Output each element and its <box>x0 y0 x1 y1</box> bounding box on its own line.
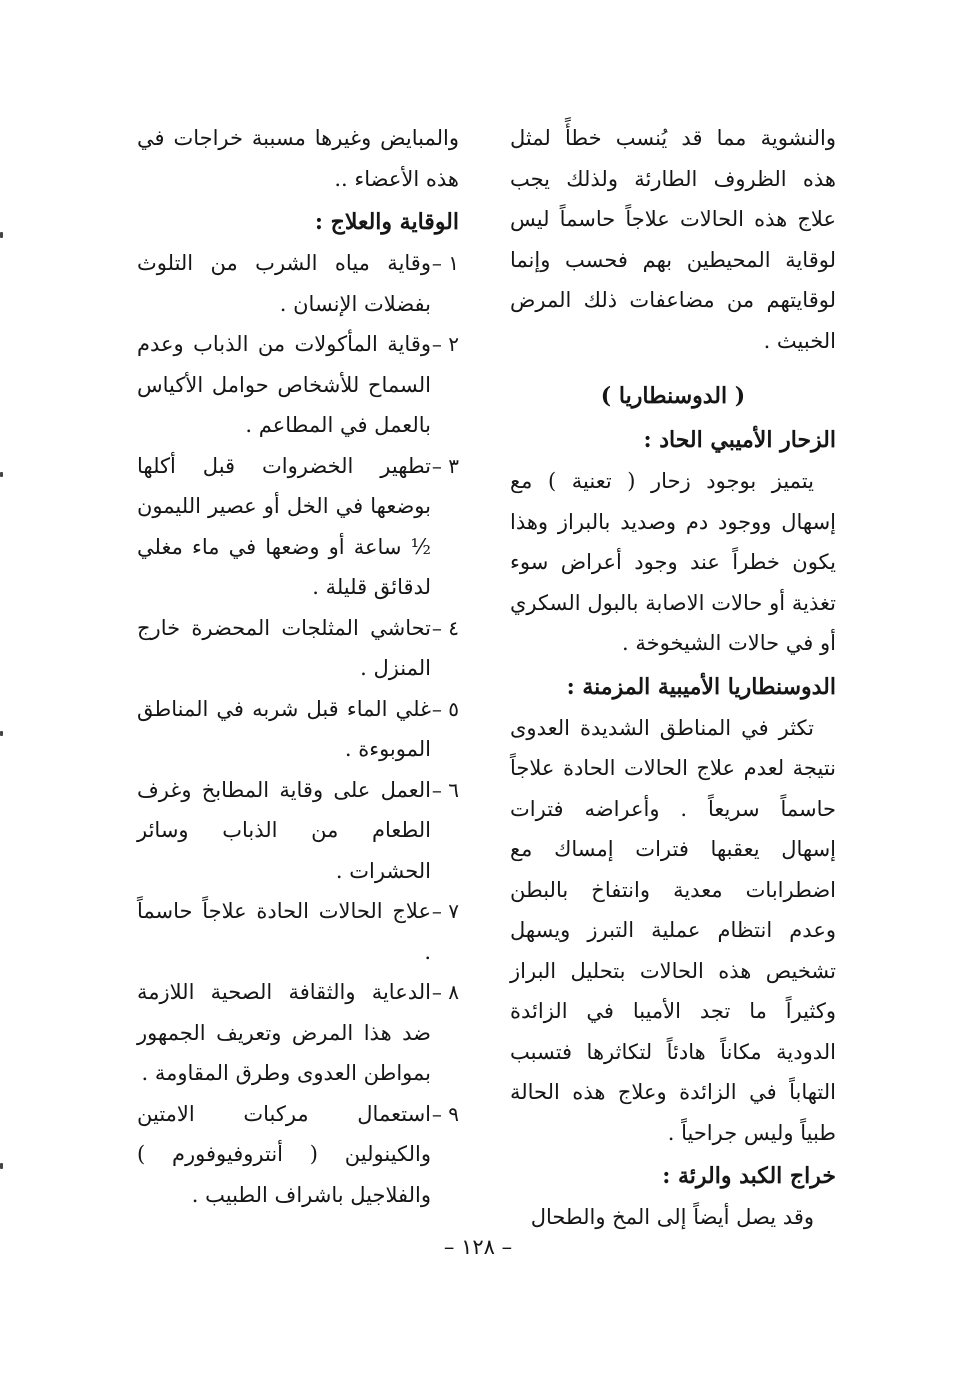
liver-lung-abscess-paragraph: وقد يصل أيضاً إلى المخ والطحال <box>530 1205 814 1229</box>
prevention-item <box>137 608 459 689</box>
right-text-column <box>510 118 836 1238</box>
scan-edge-mark <box>0 232 3 238</box>
dysentery-section-title: ( الدوسنطاريا ) <box>600 383 746 409</box>
item-number: ٦ – <box>431 777 459 802</box>
item-text: استعمال مركبات الامتين والكينولين ( أنتروفيوفورم ) والفلاجيل باشراف الطبيب . <box>137 1101 431 1207</box>
item-text: تطهير الخضروات قبل أكلها بوضعها في الخل أو عصير الليمون ½ ساعة أو وضعها في ماء مغلي لدقائق قليلة . <box>137 453 431 599</box>
item-text: تحاشي المثلجات المحضرة خارج المنزل . <box>137 615 431 680</box>
item-number: ٨ – <box>431 980 459 1004</box>
liver-lung-abscess-heading: خراج الكبد والرئة : <box>662 1163 836 1189</box>
item-number: ٩ – <box>431 1101 459 1126</box>
item-text: العمل على وقاية المطابخ وغرف الطعام من الذباب وسائر الحشرات . <box>137 777 431 883</box>
scan-edge-mark <box>0 1163 3 1169</box>
scan-edge-mark <box>0 472 3 477</box>
prevention-item <box>137 891 459 972</box>
acute-amoebic-paragraph: يتميز بوجود زحار ( تعنية ) مع إسهال ووجود دم وصديد بالبراز وهذا يكون خطراً عند وجود أعراض سوء تغذية أو حالات الاصابة بالبول السكري أو في حالات الشيخوخة . <box>510 469 836 655</box>
item-number: ٥ – <box>431 696 459 721</box>
page-number: – ١٢٨ – <box>443 1235 513 1259</box>
prevention-treatment-heading: الوقاية والعلاج : <box>314 209 459 235</box>
intro-paragraph: والنشوية مما قد يُنسب خطأً لمثل هذه الظروف الطارئة ولذلك يجب علاج هذه الحالات علاجاً حاسماً ليس لوقاية المحيطين بهم فحسب وإنما لوقايتهم من مضاعفات ذلك المرض الخبيث . <box>510 126 836 353</box>
prevention-item <box>137 446 459 608</box>
item-text: وقاية مياه الشرب من التلوث بفضلات الإنسان . <box>137 251 431 316</box>
item-text: غلي الماء قبل شربه في المناطق الموبوءة . <box>137 696 431 761</box>
continuation-paragraph: والمبايض وغيرها مسببة خراجات في هذه الأعضاء .. <box>137 126 459 191</box>
item-text: الدعاية والثقافة الصحية اللازمة ضد هذا المرض وتعريف الجمهور بمواطن العدوى وطرق المقاومة . <box>137 980 431 1085</box>
chronic-amoebic-heading: الدوسنطاريا الأميبية المزمنة : <box>566 673 836 700</box>
item-number: ١ – <box>431 251 459 275</box>
item-number: ٤ – <box>431 615 459 640</box>
prevention-item <box>137 770 459 892</box>
item-text: علاج الحالات الحادة علاجاً حاسماً . <box>137 899 431 964</box>
chronic-amoebic-paragraph: تكثر في المناطق الشديدة العدوى نتيجة لعدم علاج الحالات الحادة علاجاً حاسماً سريعاً . وأعراضه فترات إسهال يعقبها فترات إمساك مع اضطرابات معدية وانتفاخ بالبطن وعدم انتظام عملية التبرز ويسهل تشخيص هذه الحالات بتحليل البراز وكثيراً ما تجد الأميبا في الزائدة الدودية مكاناً هادئاً لتكاثرها فتسبب التهاباً في الزائدة وعلاج هذه الحالة طبياً وليس جراحياً . <box>510 715 836 1145</box>
prevention-item <box>137 689 459 770</box>
prevention-item <box>137 1094 459 1216</box>
item-number: ٢ – <box>431 332 459 356</box>
item-text: وقاية المأكولات من الذباب وعدم السماح للأشخاص حوامل الأكياس بالعمل في المطاعم . <box>137 332 431 437</box>
left-text-column <box>137 118 459 1215</box>
prevention-item <box>137 324 459 446</box>
scan-edge-mark <box>0 731 3 736</box>
prevention-item <box>137 972 459 1094</box>
item-number: ٧ – <box>431 899 459 923</box>
prevention-item <box>137 243 459 324</box>
item-number: ٣ – <box>431 453 459 478</box>
acute-amoebic-heading: الزحار الأميبي الحاد : <box>643 427 836 453</box>
